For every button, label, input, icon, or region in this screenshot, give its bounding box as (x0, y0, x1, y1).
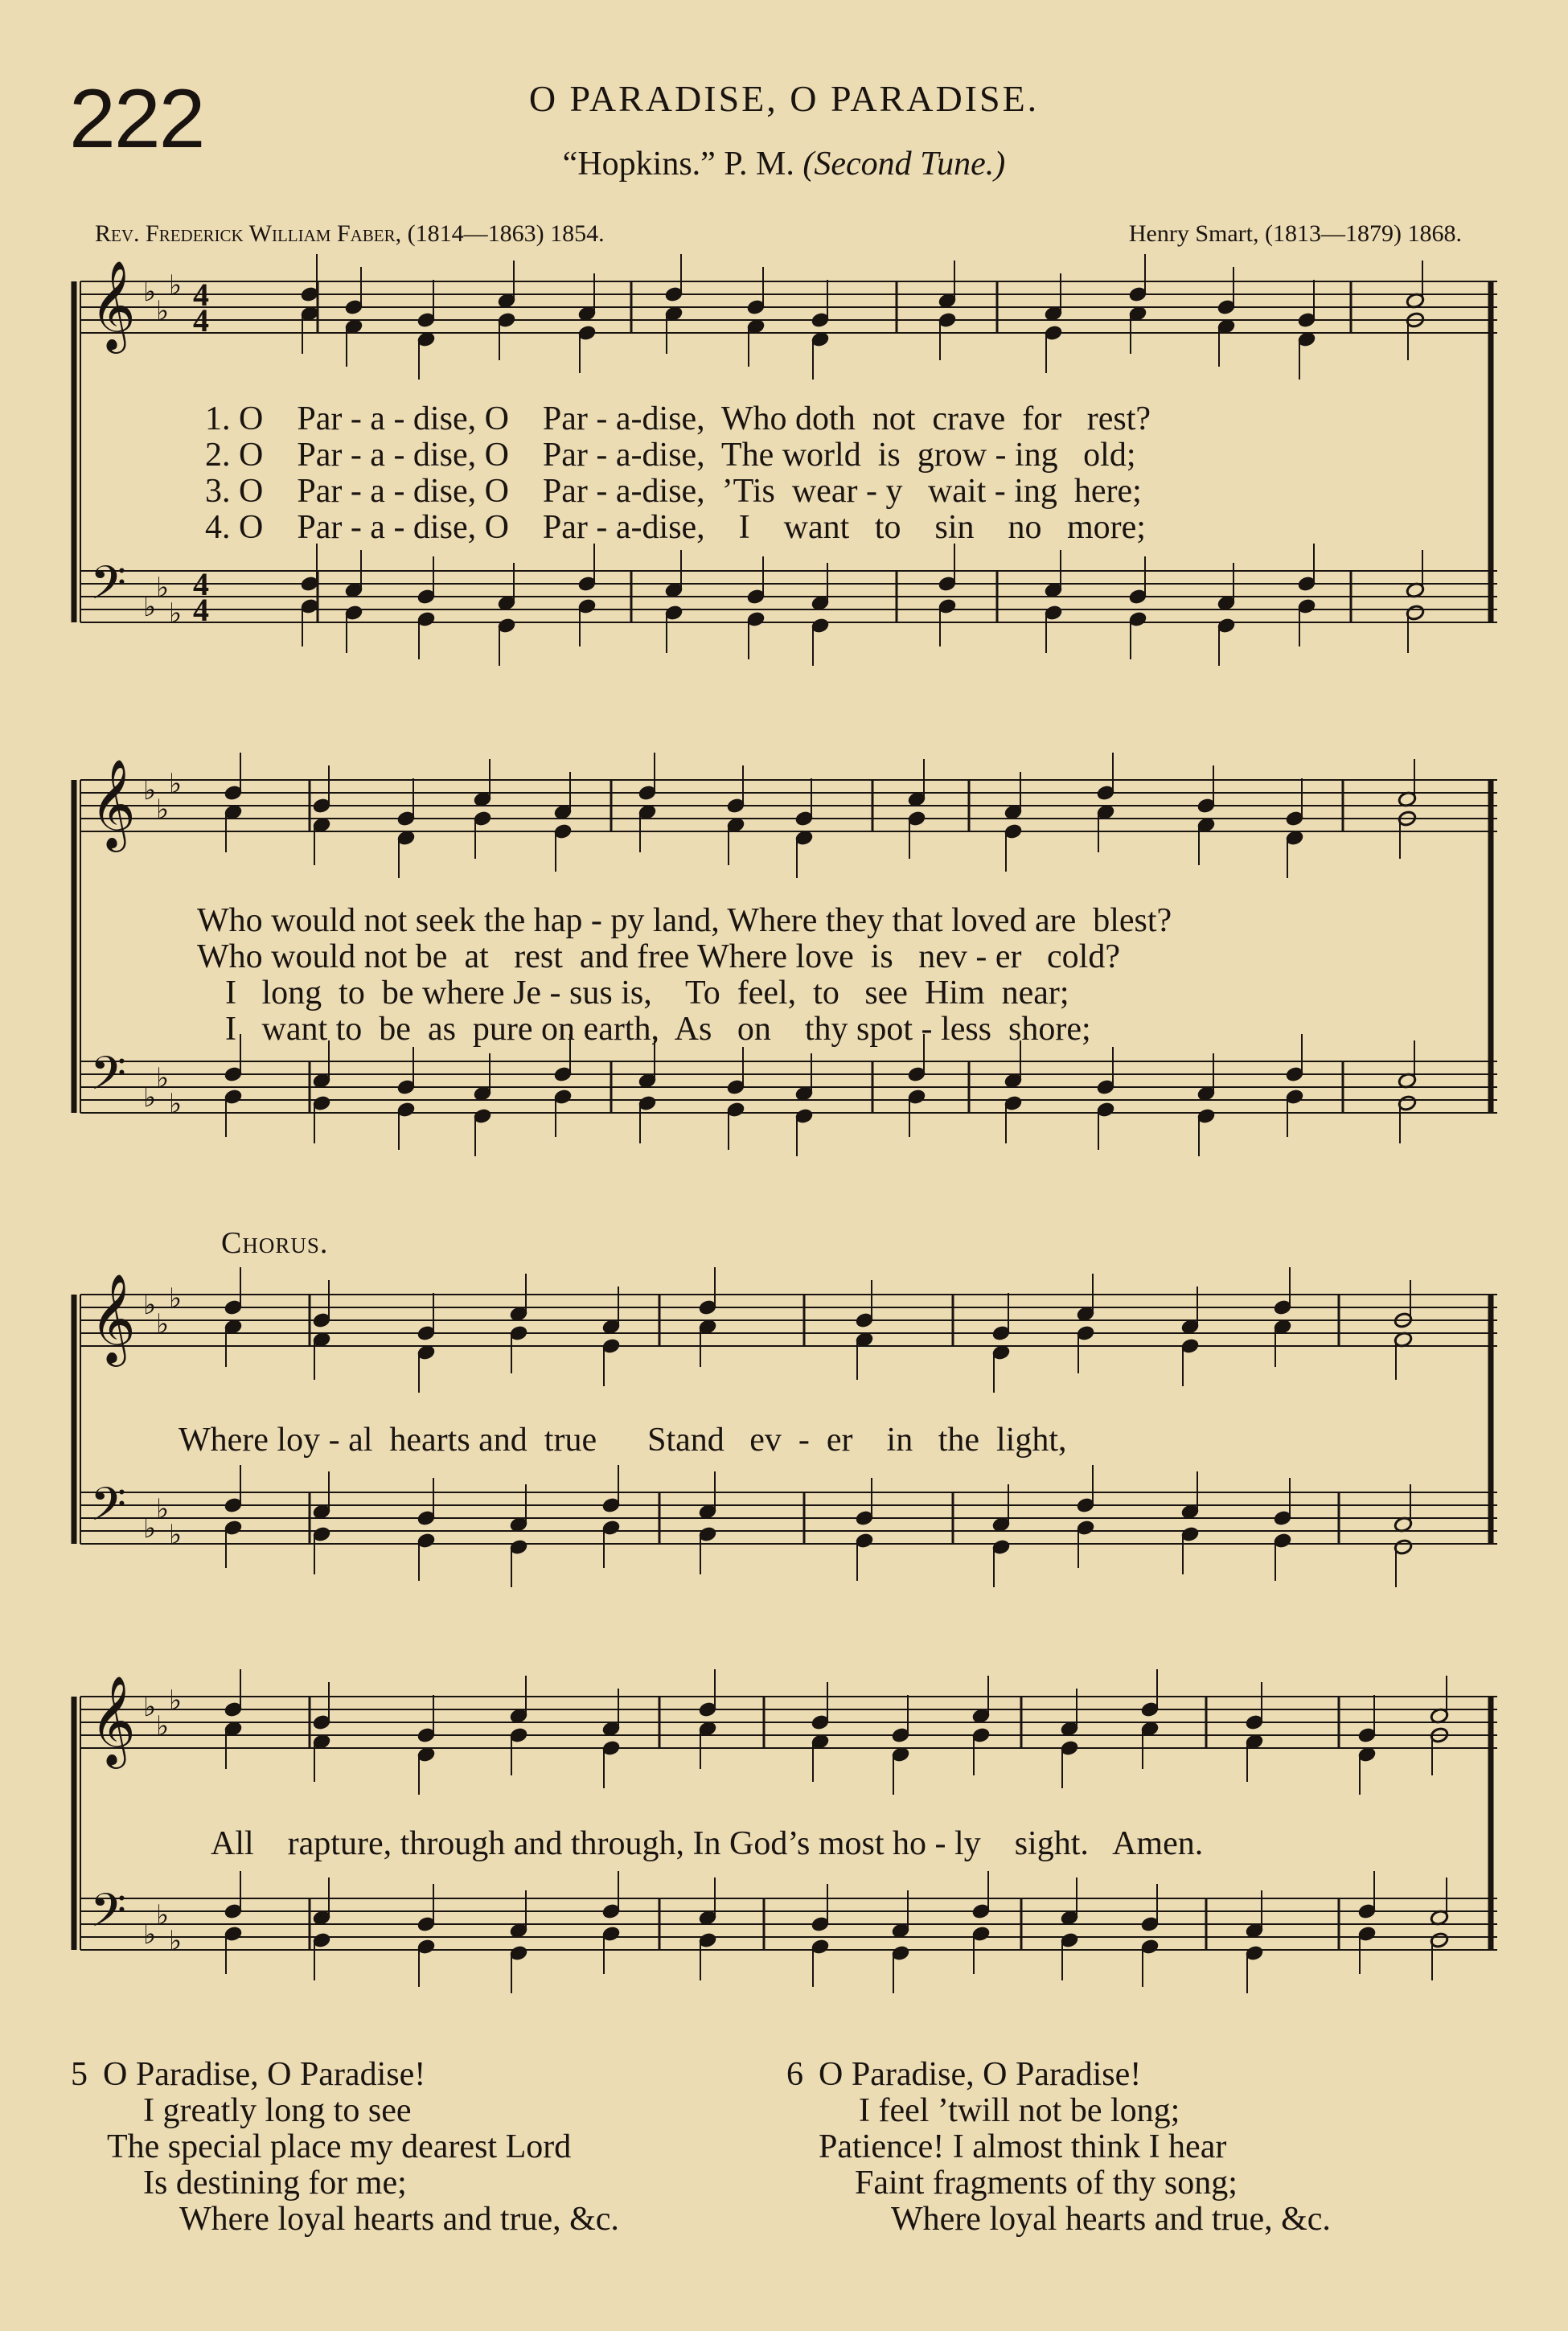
stanza-5-line: Where loyal hearts and true, &c. (179, 2201, 619, 2238)
stanza-6-line: Where loyal hearts and true, &c. (891, 2201, 1331, 2238)
stanza-6-line: O Paradise, O Paradise! (819, 2056, 1142, 2093)
time-signature: 4 (193, 277, 209, 313)
stanza-6 (786, 2056, 1331, 2238)
stanza-5-line: Is destining for me; (143, 2165, 407, 2202)
treble-clef: 𝄞 (90, 1273, 136, 1363)
flat-icon: ♭ (156, 794, 170, 826)
author-credit: Rev. Frederick William Faber, (1814—1863) 1854. (95, 220, 605, 247)
flat-icon: ♭ (169, 1088, 183, 1120)
flat-icon: ♭ (156, 1899, 170, 1931)
chorus-lyric-line-2: All rapture, through and through, In God’s most ho - ly sight. Amen. (211, 1825, 1204, 1862)
tune-note: (Second Tune.) (802, 146, 1006, 183)
treble-clef: 𝄞 (90, 1675, 136, 1765)
flat-icon: ♭ (143, 1919, 157, 1951)
chorus-label: Chorus. (221, 1226, 329, 1260)
verse-4-line-2: I want to be as pure on earth, As on thy spot - less shore; (225, 1011, 1091, 1048)
stanza-6-number: 6 (786, 2056, 803, 2093)
time-signature: 4 (193, 566, 209, 602)
hymn-title: O PARADISE, O PARADISE. (528, 78, 1040, 119)
stanza-5-line: The special place my dearest Lord (107, 2128, 572, 2165)
flat-icon: ♭ (156, 295, 170, 327)
verse-3-line-2: I long to be where Je - sus is, To feel, to see Him near; (225, 975, 1069, 1012)
chorus-lyric-line-1: Where loy - al hearts and true Stand ev - er in the light, (179, 1422, 1067, 1459)
flat-icon: ♭ (143, 1691, 157, 1723)
bass-clef: 𝄢 (90, 556, 127, 622)
bass-clef: 𝄢 (90, 1477, 127, 1543)
flat-icon: ♭ (143, 1081, 157, 1114)
time-signature: 4 (193, 302, 209, 339)
verse-4-line-1: 4. O Par - a - dise, O Par - a-dise, I want to sin no more; (205, 509, 1146, 546)
verse-1-line-1: 1. O Par - a - dise, O Par - a-dise, Who doth not crave for rest? (205, 400, 1151, 437)
stanza-5 (71, 2056, 619, 2238)
verse-2-line-2: Who would not be at rest and free Where love is nev - er cold? (197, 938, 1120, 975)
stanza-6-line: Faint fragments of thy song; (855, 2165, 1238, 2202)
stanza-6-line: Patience! I almost think I hear (819, 2128, 1227, 2165)
composer-credit: Henry Smart, (1813—1879) 1868. (1128, 220, 1462, 247)
flat-icon: ♭ (169, 768, 183, 800)
stanza-6-line: I feel ’twill not be long; (859, 2092, 1180, 2129)
tune-name: “Hopkins.” P. M. (562, 146, 794, 183)
flat-icon: ♭ (156, 1493, 170, 1525)
flat-icon: ♭ (169, 1282, 183, 1315)
verse-3-line-1: 3. O Par - a - dise, O Par - a-dise, ’Tis wear - y wait - ing here; (205, 473, 1142, 510)
time-signature: 4 (193, 592, 209, 628)
flat-icon: ♭ (156, 572, 170, 604)
stanza-5-number: 5 (71, 2056, 88, 2093)
flat-icon: ♭ (143, 276, 157, 308)
stanza-5-line: O Paradise, O Paradise! (103, 2056, 426, 2093)
flat-icon: ♭ (143, 591, 157, 623)
flat-icon: ♭ (156, 1062, 170, 1094)
flat-icon: ♭ (169, 597, 183, 630)
flat-icon: ♭ (156, 1710, 170, 1742)
flat-icon: ♭ (143, 774, 157, 806)
stanza-5-line: I greatly long to see (143, 2092, 412, 2129)
flat-icon: ♭ (169, 1685, 183, 1717)
hymn-number: 222 (69, 72, 204, 166)
verse-2-line-1: 2. O Par - a - dise, O Par - a-dise, The world is grow - ing old; (205, 437, 1136, 474)
verse-1-line-2: Who would not seek the hap - py land, Where they that loved are blest? (197, 902, 1172, 939)
flat-icon: ♭ (156, 1308, 170, 1340)
treble-clef: 𝄞 (90, 758, 136, 848)
flat-icon: ♭ (143, 1512, 157, 1545)
flat-icon: ♭ (169, 269, 183, 302)
flat-icon: ♭ (143, 1289, 157, 1321)
bass-clef: 𝄢 (90, 1883, 127, 1949)
bass-clef: 𝄢 (90, 1046, 127, 1112)
treble-clef: 𝄞 (90, 260, 136, 350)
flat-icon: ♭ (169, 1925, 183, 1957)
flat-icon: ♭ (169, 1519, 183, 1551)
